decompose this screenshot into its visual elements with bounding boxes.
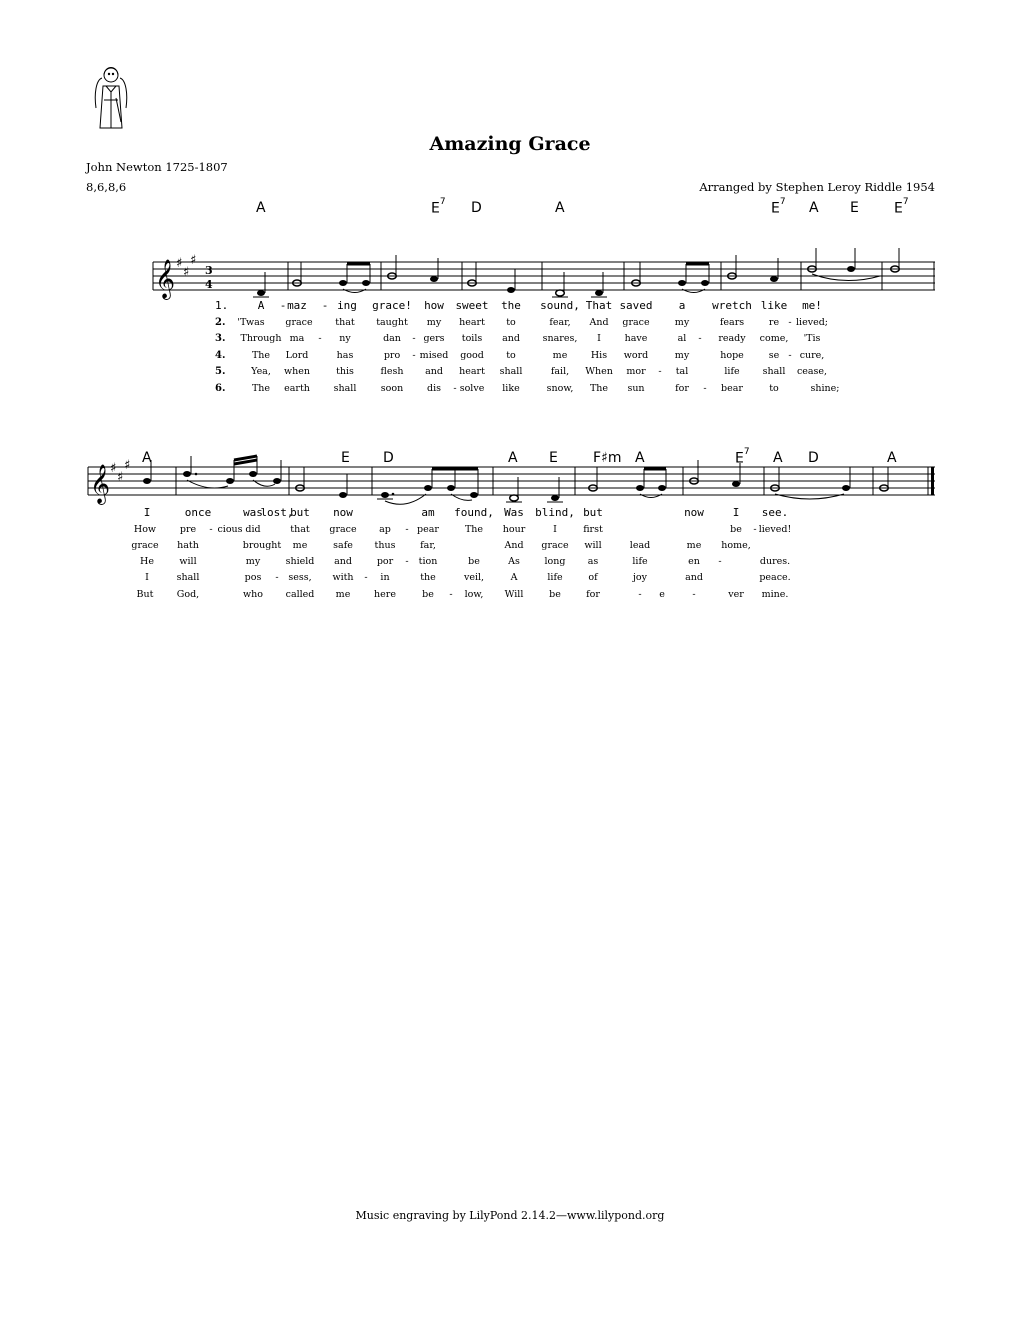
lyric-syllable: When: [585, 366, 613, 377]
lyric-syllable: snares,: [542, 333, 578, 344]
lyric-syllable: shall: [762, 366, 786, 377]
verse-number: 3.: [215, 333, 226, 344]
lyric-syllable: I: [145, 572, 149, 583]
lyric-syllable: The: [589, 383, 609, 394]
lyric-syllable: Through: [240, 333, 282, 344]
lyric-syllable: me: [686, 540, 702, 551]
lyric-syllable: come,: [759, 333, 789, 344]
lyric-syllable: the: [420, 572, 436, 583]
lyric-syllable: to: [506, 317, 516, 328]
lyric-syllable: -: [788, 317, 792, 328]
lyric-syllable: life: [724, 366, 740, 377]
lyric-syllable: my: [674, 350, 690, 361]
lyric-syllable: dures.: [759, 556, 791, 567]
lyric-syllable: -: [412, 350, 416, 361]
lyric-syllable: shall: [333, 383, 357, 394]
lyric-syllable: see.: [761, 506, 789, 519]
lyric-syllable: and: [425, 366, 443, 377]
lyric-syllable: word: [623, 350, 649, 361]
lyric-syllable: my: [674, 317, 690, 328]
lyric-syllable: hath: [177, 540, 199, 551]
lyric-syllable: -: [638, 589, 642, 600]
time-signature: [205, 264, 213, 291]
lyric-syllable: safe: [333, 540, 353, 551]
lyric-syllable: shield: [285, 556, 315, 567]
lyric-syllable: I: [553, 524, 557, 535]
svg-text:♯: ♯: [117, 470, 124, 485]
lyric-syllable: And: [504, 540, 524, 551]
song-title: Amazing Grace: [429, 133, 591, 155]
chord-symbol: A: [508, 450, 518, 466]
lyric-syllable: sess,: [288, 572, 312, 583]
lyric-syllable: -: [279, 299, 287, 312]
chord-symbol: E: [549, 450, 558, 466]
system-2-notes: [143, 456, 888, 504]
lyric-syllable: -: [275, 572, 279, 583]
lyric-syllable: -: [453, 383, 457, 394]
lyric-syllable: like: [760, 299, 788, 312]
lyric-syllable: to: [769, 383, 779, 394]
lyric-syllable: found,: [454, 506, 494, 519]
lyric-syllable: The: [251, 383, 271, 394]
lyric-syllable: but: [290, 506, 310, 519]
lyric-syllable: like: [502, 383, 520, 394]
lyric-syllable: now: [333, 506, 353, 519]
chord-symbol: A: [256, 200, 266, 216]
lyric-syllable: peace.: [759, 572, 791, 583]
lyric-syllable: -: [405, 524, 409, 535]
lyric-syllable: be: [549, 589, 561, 600]
lyric-syllable: Lord: [285, 350, 309, 361]
lyric-syllable: -: [412, 333, 416, 344]
verse-number: 4.: [215, 350, 226, 361]
chord-symbol: $E^7$: [894, 197, 909, 217]
lyric-syllable: Yea,: [251, 366, 271, 377]
chord-symbol: A: [773, 450, 783, 466]
lyric-syllable: heart: [459, 317, 485, 328]
lyric-syllable: hour: [502, 524, 526, 535]
lyric-syllable: A: [257, 299, 265, 312]
chord-symbol: $E^7$: [735, 447, 750, 467]
chord-symbol: D: [808, 450, 819, 466]
lyric-syllable: fail,: [550, 366, 570, 377]
lyric-syllable: pos: [244, 572, 262, 583]
lyric-syllable: -: [692, 589, 696, 600]
lyric-syllable: the: [501, 299, 521, 312]
lyric-syllable: ny: [339, 333, 351, 344]
lyric-syllable: The: [251, 350, 271, 361]
lyric-syllable: shine;: [810, 383, 840, 394]
lyric-syllable: mine.: [761, 589, 789, 600]
lyric-syllable: in: [380, 572, 390, 583]
chord-symbol: E: [850, 200, 859, 216]
lyric-syllable: fears: [719, 317, 745, 328]
engraving-footer: Music engraving by LilyPond 2.14.2—www.lilypond.org: [355, 1209, 665, 1222]
verse-number: 1.: [215, 299, 229, 312]
lyric-syllable: as: [587, 556, 599, 567]
lyric-syllable: brought: [242, 540, 282, 551]
lyric-syllable: pro: [383, 350, 401, 361]
lyric-syllable: -: [318, 333, 322, 344]
svg-text:♯: ♯: [176, 256, 183, 271]
lyric-syllable: but: [583, 506, 603, 519]
lyric-syllable: shall: [499, 366, 523, 377]
lyric-syllable: sound,: [540, 299, 580, 312]
chord-symbol: A: [635, 450, 645, 466]
lyric-syllable: of: [588, 572, 598, 583]
lyric-syllable: ver: [728, 589, 744, 600]
lyric-syllable: long: [544, 556, 566, 567]
lyric-syllable: heart: [459, 366, 485, 377]
arranger-credit: Arranged by Stephen Leroy Riddle 1954: [699, 180, 935, 194]
lyric-syllable: As: [508, 556, 520, 567]
lyric-syllable: joy: [632, 572, 648, 583]
lyric-syllable: gers: [423, 333, 445, 344]
lyric-syllable: por: [376, 556, 394, 567]
lyric-syllable: I: [597, 333, 601, 344]
lyric-syllable: and: [685, 572, 703, 583]
chord-symbol: F♯m: [593, 450, 622, 466]
lyric-syllable: 'Tis: [803, 333, 821, 344]
lyric-syllable: grace: [622, 317, 650, 328]
lyric-syllable: taught: [376, 317, 408, 328]
lyric-syllable: -: [703, 383, 707, 394]
lyric-syllable: mised: [419, 350, 449, 361]
verse-number: 5.: [215, 366, 226, 377]
lyric-syllable: -: [405, 556, 409, 567]
lyric-syllable: will: [179, 556, 197, 567]
lyric-syllable: ready: [718, 333, 746, 344]
lyric-syllable: saved: [619, 299, 653, 312]
meter-label: 8,6,8,6: [86, 180, 127, 194]
lyric-syllable: pear: [417, 524, 439, 535]
chord-symbol: E: [341, 450, 350, 466]
lyric-syllable: And: [589, 317, 609, 328]
chord-symbol: D: [471, 200, 482, 216]
lyric-syllable: -: [753, 524, 757, 535]
chord-symbol: D: [383, 450, 394, 466]
lyric-syllable: God,: [176, 589, 200, 600]
lyric-syllable: ap: [379, 524, 391, 535]
lyric-syllable: al: [677, 333, 687, 344]
lyric-syllable: be: [468, 556, 480, 567]
svg-text:♯: ♯: [183, 265, 190, 280]
lyric-syllable: thus: [374, 540, 396, 551]
lyric-syllable: lieved;: [796, 317, 828, 328]
chord-symbol: A: [809, 200, 819, 216]
lyric-syllable: lieved!: [758, 524, 792, 535]
lyric-syllable: en: [688, 556, 700, 567]
chord-symbol: A: [555, 200, 565, 216]
lyric-syllable: -: [364, 572, 368, 583]
lyric-syllable: Was: [504, 506, 524, 519]
lyric-syllable: -: [658, 366, 662, 377]
lyric-syllable: cure,: [799, 350, 825, 361]
lyric-syllable: maz: [287, 299, 307, 312]
lyric-syllable: good: [460, 350, 484, 361]
lyric-syllable: -: [209, 524, 213, 535]
lyric-syllable: A: [510, 572, 518, 583]
lyric-syllable: se: [768, 350, 780, 361]
treble-clef: 𝄞: [90, 464, 111, 504]
svg-text:4: 4: [205, 278, 213, 291]
lyric-syllable: toils: [461, 333, 483, 344]
lyric-syllable: life: [632, 556, 648, 567]
lyric-syllable: -: [449, 589, 453, 600]
lyric-syllable: me: [335, 589, 351, 600]
lyric-syllable: hope: [720, 350, 744, 361]
lyric-syllable: But: [136, 589, 154, 600]
lyric-syllable: veil,: [463, 572, 485, 583]
lyric-syllable: -: [698, 333, 702, 344]
lyric-syllable: my: [245, 556, 261, 567]
lyric-syllable: snow,: [546, 383, 574, 394]
lyric-syllable: -: [321, 299, 329, 312]
lyric-syllable: -: [788, 350, 792, 361]
lyric-syllable: lead: [629, 540, 651, 551]
lyric-syllable: -: [718, 556, 722, 567]
svg-text:♯: ♯: [110, 461, 117, 476]
lyric-syllable: low,: [464, 589, 484, 600]
lyric-syllable: me: [292, 540, 308, 551]
lyric-syllable: lost,: [260, 506, 294, 519]
lyric-syllable: called: [285, 589, 315, 600]
lyric-syllable: grace: [329, 524, 357, 535]
lyric-syllable: grace: [131, 540, 159, 551]
lyric-syllable: That: [585, 299, 613, 312]
lyric-syllable: with: [332, 572, 354, 583]
lyric-syllable: grace: [541, 540, 569, 551]
lyric-syllable: tal: [675, 366, 689, 377]
lyric-syllable: Will: [504, 589, 524, 600]
lyric-syllable: has: [336, 350, 354, 361]
lyric-syllable: shall: [176, 572, 200, 583]
verse-number: 6.: [215, 383, 226, 394]
lyric-syllable: life: [547, 572, 563, 583]
lyric-syllable: cease,: [796, 366, 828, 377]
lyric-syllable: am: [421, 506, 435, 519]
lyric-syllable: now: [684, 506, 704, 519]
lyric-syllable: blind,: [535, 506, 575, 519]
lyric-syllable: once: [184, 506, 212, 519]
lyric-syllable: sun: [627, 383, 645, 394]
lyric-syllable: have: [624, 333, 648, 344]
lyric-syllable: and: [502, 333, 520, 344]
lyric-syllable: me!: [802, 299, 822, 312]
lyric-syllable: my: [426, 317, 442, 328]
lyric-syllable: earth: [284, 383, 310, 394]
lyric-syllable: ma: [289, 333, 305, 344]
lyric-syllable: solve: [459, 383, 485, 394]
lyric-syllable: how: [424, 299, 444, 312]
lyric-syllable: did: [245, 524, 261, 535]
lyric-syllable: to: [506, 350, 516, 361]
lyric-syllable: ing: [337, 299, 357, 312]
author-credit: John Newton 1725-1807: [86, 160, 228, 174]
lyric-syllable: sweet: [455, 299, 489, 312]
lyric-syllable: He: [140, 556, 154, 567]
angel-logo: [90, 60, 132, 130]
lyric-syllable: dan: [383, 333, 401, 344]
lyric-syllable: was: [243, 506, 263, 519]
lyric-syllable: mor: [626, 366, 646, 377]
lyric-syllable: tion: [418, 556, 438, 567]
lyric-syllable: I: [143, 506, 151, 519]
lyric-syllable: far,: [420, 540, 436, 551]
lyric-syllable: flesh: [380, 366, 404, 377]
lyric-syllable: grace: [285, 317, 313, 328]
lyric-syllable: bear: [721, 383, 743, 394]
verse-number: 2.: [215, 317, 226, 328]
lyric-syllable: I: [732, 506, 740, 519]
lyric-syllable: a: [678, 299, 686, 312]
lyric-syllable: and: [334, 556, 352, 567]
svg-text:♯: ♯: [124, 458, 131, 473]
lyric-syllable: who: [243, 589, 263, 600]
lyric-syllable: this: [336, 366, 354, 377]
lyric-syllable: dis: [427, 383, 441, 394]
lyric-syllable: His: [590, 350, 608, 361]
chord-symbol: $E^7$: [771, 197, 786, 217]
lyric-syllable: 'Twas: [237, 317, 265, 328]
lyric-syllable: fear,: [549, 317, 571, 328]
lyric-syllable: re: [768, 317, 780, 328]
lyric-syllable: cious: [217, 524, 243, 535]
chord-symbol: A: [887, 450, 897, 466]
treble-clef: 𝄞: [155, 259, 176, 299]
chord-symbol: A: [142, 450, 152, 466]
lyric-syllable: that: [335, 317, 355, 328]
lyric-syllable: will: [584, 540, 602, 551]
lyric-syllable: The: [464, 524, 484, 535]
lyric-syllable: How: [133, 524, 157, 535]
lyric-syllable: for: [675, 383, 689, 394]
lyric-syllable: for: [586, 589, 600, 600]
lyric-syllable: me: [552, 350, 568, 361]
lyric-syllable: e: [659, 589, 665, 600]
lyric-syllable: be: [730, 524, 742, 535]
lyric-syllable: first: [583, 524, 603, 535]
chord-symbol: $E^7$: [431, 197, 446, 217]
lyric-syllable: here: [374, 589, 396, 600]
svg-text:♯: ♯: [190, 253, 197, 268]
lyric-syllable: be: [422, 589, 434, 600]
lyric-syllable: wretch: [712, 299, 752, 312]
lyric-syllable: grace!: [372, 299, 412, 312]
lyric-syllable: that: [290, 524, 310, 535]
lyric-syllable: when: [284, 366, 310, 377]
svg-text:3: 3: [205, 264, 213, 277]
lyric-syllable: pre: [179, 524, 197, 535]
lyric-syllable: soon: [380, 383, 404, 394]
lyric-syllable: home,: [721, 540, 751, 551]
